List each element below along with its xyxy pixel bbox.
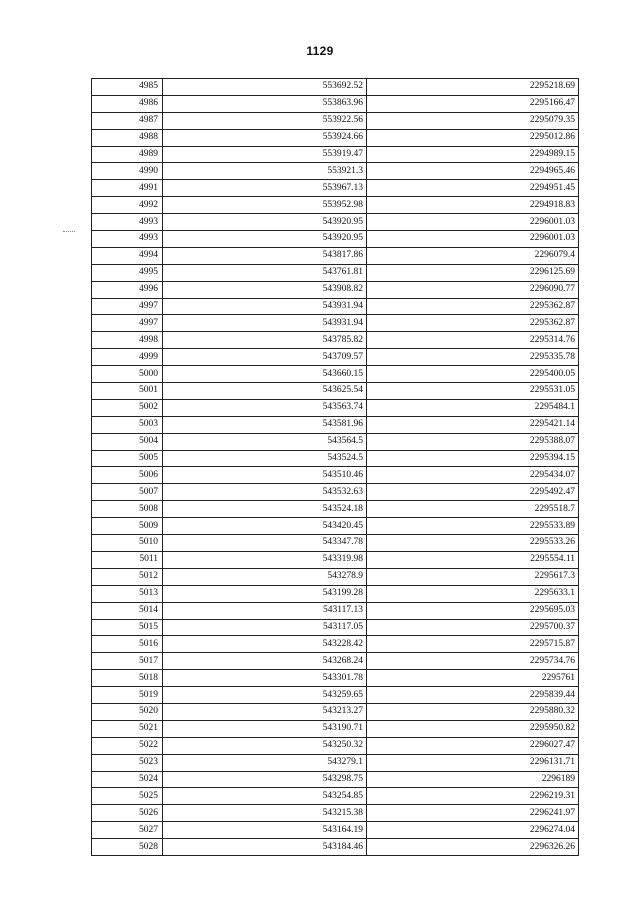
x-coordinate-cell: 543184.46 — [163, 839, 367, 856]
table-row — [92, 315, 579, 332]
point-id-cell: 4988 — [92, 129, 163, 146]
table-row — [92, 298, 579, 315]
y-coordinate-cell: 2295394.15 — [367, 450, 579, 467]
x-coordinate-cell: 553921.3 — [163, 163, 367, 180]
x-coordinate-cell: 543709.57 — [163, 349, 367, 366]
y-coordinate-cell: 2296241.97 — [367, 805, 579, 822]
table-row — [92, 95, 579, 112]
y-coordinate-cell: 2295533.26 — [367, 535, 579, 552]
x-coordinate-cell: 543625.54 — [163, 383, 367, 400]
x-coordinate-cell: 543190.71 — [163, 720, 367, 737]
table-row — [92, 737, 579, 754]
point-id-cell: 5010 — [92, 535, 163, 552]
table-row — [92, 687, 579, 704]
point-id-cell: 5011 — [92, 551, 163, 568]
x-coordinate-cell: 543347.78 — [163, 535, 367, 552]
y-coordinate-cell: 2296090.77 — [367, 281, 579, 298]
x-coordinate-cell: 543250.32 — [163, 737, 367, 754]
point-id-cell: 4994 — [92, 247, 163, 264]
x-coordinate-cell: 543164.19 — [163, 822, 367, 839]
coordinate-table-body — [92, 79, 579, 856]
table-row — [92, 788, 579, 805]
x-coordinate-cell: 543301.78 — [163, 670, 367, 687]
table-row — [92, 822, 579, 839]
point-id-cell: 5009 — [92, 518, 163, 535]
table-row — [92, 231, 579, 248]
table-row — [92, 79, 579, 96]
point-id-cell: 5027 — [92, 822, 163, 839]
table-row — [92, 501, 579, 518]
table-row — [92, 703, 579, 720]
point-id-cell: 4986 — [92, 95, 163, 112]
x-coordinate-cell: 543278.9 — [163, 568, 367, 585]
x-coordinate-cell: 543563.74 — [163, 399, 367, 416]
table-row — [92, 416, 579, 433]
point-id-cell: 5021 — [92, 720, 163, 737]
table-row — [92, 146, 579, 163]
y-coordinate-cell: 2296001.03 — [367, 214, 579, 231]
point-id-cell: 4991 — [92, 180, 163, 197]
y-coordinate-cell: 2295554.11 — [367, 551, 579, 568]
x-coordinate-cell: 543761.81 — [163, 264, 367, 281]
point-id-cell: 5015 — [92, 619, 163, 636]
x-coordinate-cell: 543279.1 — [163, 754, 367, 771]
x-coordinate-cell: 543908.82 — [163, 281, 367, 298]
table-row — [92, 653, 579, 670]
point-id-cell: 5019 — [92, 687, 163, 704]
y-coordinate-cell: 2295533.89 — [367, 518, 579, 535]
x-coordinate-cell: 543920.95 — [163, 214, 367, 231]
point-id-cell: 5016 — [92, 636, 163, 653]
table-row — [92, 281, 579, 298]
y-coordinate-cell: 2295421.14 — [367, 416, 579, 433]
y-coordinate-cell: 2295218.69 — [367, 79, 579, 96]
table-row — [92, 805, 579, 822]
table-row — [92, 619, 579, 636]
point-id-cell: 5022 — [92, 737, 163, 754]
table-row — [92, 450, 579, 467]
x-coordinate-cell: 553863.96 — [163, 95, 367, 112]
y-coordinate-cell: 2294965.46 — [367, 163, 579, 180]
x-coordinate-cell: 553967.13 — [163, 180, 367, 197]
point-id-cell: 5023 — [92, 754, 163, 771]
table-row — [92, 112, 579, 129]
x-coordinate-cell: 543931.94 — [163, 298, 367, 315]
table-row — [92, 214, 579, 231]
y-coordinate-cell: 2295492.47 — [367, 484, 579, 501]
y-coordinate-cell: 2295314.76 — [367, 332, 579, 349]
table-row — [92, 754, 579, 771]
y-coordinate-cell: 2296189 — [367, 771, 579, 788]
y-coordinate-cell: 2296027.47 — [367, 737, 579, 754]
table-row — [92, 636, 579, 653]
y-coordinate-cell: 2296131.71 — [367, 754, 579, 771]
x-coordinate-cell: 553919.47 — [163, 146, 367, 163]
y-coordinate-cell: 2295388.07 — [367, 433, 579, 450]
x-coordinate-cell: 543117.13 — [163, 602, 367, 619]
x-coordinate-cell: 543785.82 — [163, 332, 367, 349]
table-row — [92, 839, 579, 856]
y-coordinate-cell: 2295012.86 — [367, 129, 579, 146]
margin-mark — [63, 231, 75, 232]
y-coordinate-cell: 2296001.03 — [367, 231, 579, 248]
x-coordinate-cell: 553922.56 — [163, 112, 367, 129]
y-coordinate-cell: 2295880.32 — [367, 703, 579, 720]
y-coordinate-cell: 2295362.87 — [367, 298, 579, 315]
table-row — [92, 484, 579, 501]
coordinate-table — [91, 78, 579, 856]
y-coordinate-cell: 2296326.26 — [367, 839, 579, 856]
table-row — [92, 518, 579, 535]
table-row — [92, 332, 579, 349]
point-id-cell: 5008 — [92, 501, 163, 518]
table-row — [92, 163, 579, 180]
x-coordinate-cell: 543199.28 — [163, 585, 367, 602]
y-coordinate-cell: 2295531.05 — [367, 383, 579, 400]
point-id-cell: 5003 — [92, 416, 163, 433]
y-coordinate-cell: 2294918.83 — [367, 197, 579, 214]
table-row — [92, 602, 579, 619]
x-coordinate-cell: 543268.24 — [163, 653, 367, 670]
y-coordinate-cell: 2295362.87 — [367, 315, 579, 332]
y-coordinate-cell: 2295695.03 — [367, 602, 579, 619]
y-coordinate-cell: 2296079.4 — [367, 247, 579, 264]
y-coordinate-cell: 2295734.76 — [367, 653, 579, 670]
y-coordinate-cell: 2296274.04 — [367, 822, 579, 839]
point-id-cell: 5012 — [92, 568, 163, 585]
y-coordinate-cell: 2295950.82 — [367, 720, 579, 737]
table-row — [92, 433, 579, 450]
y-coordinate-cell: 2295335.78 — [367, 349, 579, 366]
y-coordinate-cell: 2295079.35 — [367, 112, 579, 129]
y-coordinate-cell: 2296125.69 — [367, 264, 579, 281]
point-id-cell: 4999 — [92, 349, 163, 366]
x-coordinate-cell: 553952.98 — [163, 197, 367, 214]
point-id-cell: 5002 — [92, 399, 163, 416]
table-row — [92, 771, 579, 788]
x-coordinate-cell: 543259.65 — [163, 687, 367, 704]
point-id-cell: 5028 — [92, 839, 163, 856]
x-coordinate-cell: 553692.52 — [163, 79, 367, 96]
point-id-cell: 4996 — [92, 281, 163, 298]
point-id-cell: 5026 — [92, 805, 163, 822]
x-coordinate-cell: 543581.96 — [163, 416, 367, 433]
page-number: 1129 — [306, 44, 334, 58]
x-coordinate-cell: 543660.15 — [163, 366, 367, 383]
x-coordinate-cell: 543254.85 — [163, 788, 367, 805]
x-coordinate-cell: 543524.5 — [163, 450, 367, 467]
point-id-cell: 4997 — [92, 315, 163, 332]
table-row — [92, 585, 579, 602]
y-coordinate-cell: 2295715.87 — [367, 636, 579, 653]
table-row — [92, 349, 579, 366]
point-id-cell: 5005 — [92, 450, 163, 467]
table-row — [92, 467, 579, 484]
table-row — [92, 180, 579, 197]
point-id-cell: 5017 — [92, 653, 163, 670]
table-row — [92, 197, 579, 214]
x-coordinate-cell: 553924.66 — [163, 129, 367, 146]
point-id-cell: 4990 — [92, 163, 163, 180]
x-coordinate-cell: 543564.5 — [163, 433, 367, 450]
y-coordinate-cell: 2295839.44 — [367, 687, 579, 704]
point-id-cell: 4989 — [92, 146, 163, 163]
x-coordinate-cell: 543117.05 — [163, 619, 367, 636]
point-id-cell: 5007 — [92, 484, 163, 501]
table-row — [92, 551, 579, 568]
x-coordinate-cell: 543298.75 — [163, 771, 367, 788]
point-id-cell: 5000 — [92, 366, 163, 383]
table-row — [92, 670, 579, 687]
point-id-cell: 4998 — [92, 332, 163, 349]
table-row — [92, 535, 579, 552]
point-id-cell: 5014 — [92, 602, 163, 619]
table-row — [92, 383, 579, 400]
y-coordinate-cell: 2295484.1 — [367, 399, 579, 416]
point-id-cell: 5013 — [92, 585, 163, 602]
y-coordinate-cell: 2295400.05 — [367, 366, 579, 383]
x-coordinate-cell: 543228.42 — [163, 636, 367, 653]
coordinate-table-container — [91, 78, 577, 856]
y-coordinate-cell: 2295166.47 — [367, 95, 579, 112]
x-coordinate-cell: 543213.27 — [163, 703, 367, 720]
y-coordinate-cell: 2295633.1 — [367, 585, 579, 602]
x-coordinate-cell: 543931.94 — [163, 315, 367, 332]
table-row — [92, 264, 579, 281]
point-id-cell: 5006 — [92, 467, 163, 484]
point-id-cell: 4993 — [92, 214, 163, 231]
x-coordinate-cell: 543532.63 — [163, 484, 367, 501]
point-id-cell: 5024 — [92, 771, 163, 788]
point-id-cell: 5018 — [92, 670, 163, 687]
y-coordinate-cell: 2295617.3 — [367, 568, 579, 585]
x-coordinate-cell: 543524.18 — [163, 501, 367, 518]
x-coordinate-cell: 543510.46 — [163, 467, 367, 484]
x-coordinate-cell: 543319.98 — [163, 551, 367, 568]
table-row — [92, 720, 579, 737]
y-coordinate-cell: 2295434.07 — [367, 467, 579, 484]
table-row — [92, 399, 579, 416]
y-coordinate-cell: 2295518.7 — [367, 501, 579, 518]
point-id-cell: 4985 — [92, 79, 163, 96]
point-id-cell: 4987 — [92, 112, 163, 129]
x-coordinate-cell: 543215.38 — [163, 805, 367, 822]
y-coordinate-cell: 2294951.45 — [367, 180, 579, 197]
x-coordinate-cell: 543420.45 — [163, 518, 367, 535]
point-id-cell: 4993 — [92, 231, 163, 248]
x-coordinate-cell: 543817.86 — [163, 247, 367, 264]
point-id-cell: 4997 — [92, 298, 163, 315]
point-id-cell: 4992 — [92, 197, 163, 214]
point-id-cell: 5025 — [92, 788, 163, 805]
y-coordinate-cell: 2296219.31 — [367, 788, 579, 805]
point-id-cell: 5001 — [92, 383, 163, 400]
y-coordinate-cell: 2294989.15 — [367, 146, 579, 163]
point-id-cell: 4995 — [92, 264, 163, 281]
y-coordinate-cell: 2295761 — [367, 670, 579, 687]
point-id-cell: 5004 — [92, 433, 163, 450]
table-row — [92, 366, 579, 383]
x-coordinate-cell: 543920.95 — [163, 231, 367, 248]
table-row — [92, 129, 579, 146]
point-id-cell: 5020 — [92, 703, 163, 720]
y-coordinate-cell: 2295700.37 — [367, 619, 579, 636]
table-row — [92, 247, 579, 264]
table-row — [92, 568, 579, 585]
